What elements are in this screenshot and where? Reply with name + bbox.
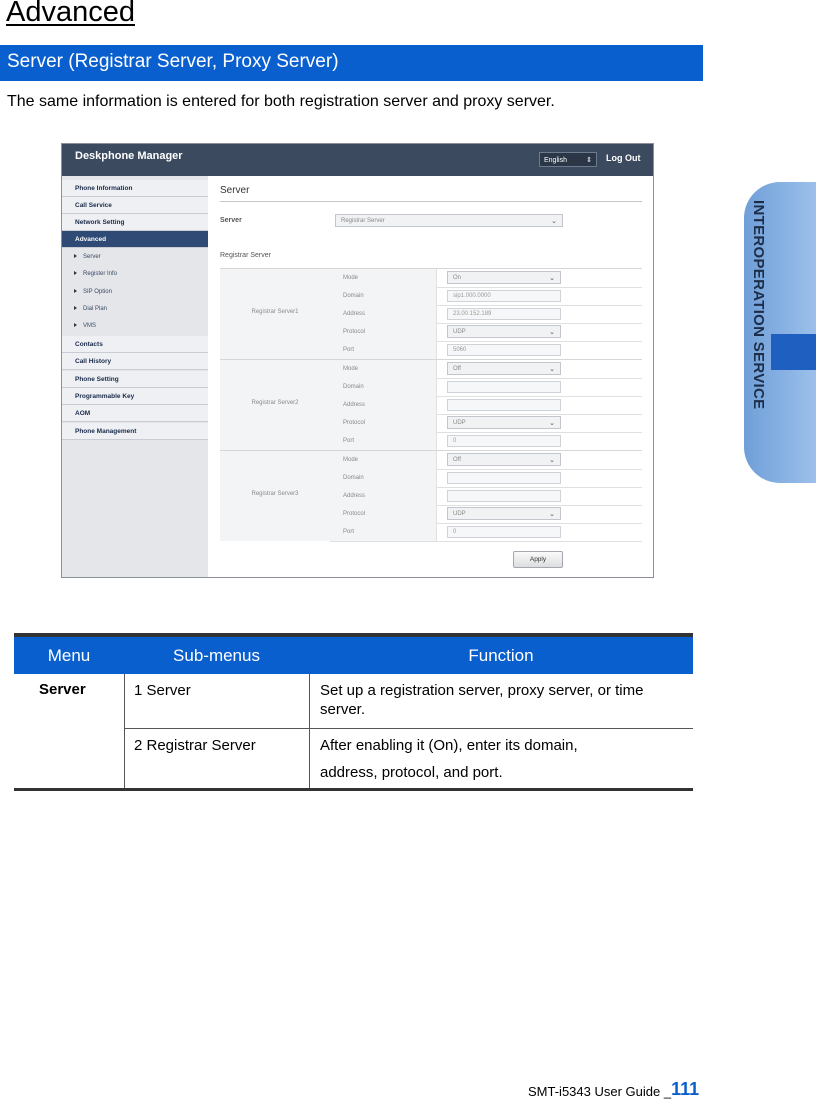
field-label: Protocol	[330, 323, 437, 341]
language-value: English	[544, 157, 567, 164]
domain-input[interactable]	[447, 472, 561, 484]
arrow-icon	[74, 323, 77, 327]
domain-input[interactable]: sip1.000.0000	[447, 290, 561, 302]
menu-phone-setting[interactable]: Phone Setting	[62, 371, 208, 388]
function-cell: After enabling it (On), enter its domain,	[320, 737, 578, 754]
header-function: Function	[468, 646, 534, 665]
address-row	[330, 487, 642, 506]
submenu-label: SIP Option	[83, 289, 112, 295]
field-label: Address	[330, 396, 437, 414]
submenu-label: Dial Plan	[83, 306, 108, 312]
app-main	[208, 176, 653, 578]
group-name: Registrar Server1	[251, 309, 299, 315]
side-tab-accent	[771, 334, 816, 370]
field-label: Port	[330, 523, 437, 541]
page-number: 111	[671, 1079, 700, 1099]
arrow-icon	[74, 289, 77, 293]
protocol-select[interactable]	[447, 325, 561, 338]
divider	[220, 201, 642, 202]
server-label: Server	[220, 217, 242, 224]
updown-icon: ⇕	[586, 157, 592, 164]
field-label: Mode	[330, 360, 437, 378]
header-menu: Menu	[47, 646, 91, 665]
chevron-down-icon: ⌄	[549, 511, 555, 518]
submenu-server[interactable]	[74, 251, 101, 263]
address-input[interactable]	[447, 490, 561, 502]
protocol-row	[330, 414, 642, 433]
mode-value: Off	[453, 457, 461, 463]
arrow-icon	[74, 306, 77, 310]
group-name: Registrar Server3	[251, 491, 299, 497]
field-label: Domain	[330, 469, 437, 487]
port-input[interactable]: 0	[447, 526, 561, 538]
domain-input[interactable]	[447, 381, 561, 393]
embedded-screenshot	[61, 143, 654, 578]
submenu-label: Register Info	[83, 271, 118, 277]
submenu-sip-option[interactable]	[74, 286, 112, 298]
submenu-label: Server	[83, 254, 101, 260]
app-header	[62, 144, 653, 176]
protocol-value: UDP	[453, 329, 466, 335]
arrow-icon	[74, 254, 77, 258]
field-label: Domain	[330, 378, 437, 396]
function-cell-cont: address, protocol, and port.	[320, 764, 503, 781]
field-label: Protocol	[330, 505, 437, 523]
apply-button[interactable]: Apply	[513, 551, 563, 568]
address-row	[330, 305, 642, 324]
field-label: Address	[330, 487, 437, 505]
protocol-select[interactable]	[447, 416, 561, 429]
registrar-group-1	[220, 268, 642, 359]
submenu-register-info[interactable]	[74, 268, 117, 280]
function-cell-cont: server.	[320, 701, 366, 718]
port-row	[330, 341, 642, 360]
protocol-row	[330, 505, 642, 524]
mode-value: Off	[453, 366, 461, 372]
protocol-value: UDP	[453, 511, 466, 517]
menu-advanced[interactable]: Advanced	[62, 231, 208, 248]
side-tab-text: INTEROPERATION SERVICE	[750, 200, 767, 410]
domain-row	[330, 378, 642, 397]
menu-phone-management[interactable]: Phone Management	[62, 423, 208, 440]
submenu-label: VMS	[83, 323, 97, 329]
mode-value: On	[453, 275, 462, 281]
port-input[interactable]: 5060	[447, 344, 561, 356]
registrar-group-2	[220, 359, 642, 450]
chevron-down-icon: ⌄	[549, 457, 555, 464]
domain-row	[330, 469, 642, 488]
field-label: Domain	[330, 287, 437, 305]
table-bottom-rule	[14, 788, 693, 791]
logout-button[interactable]: Log Out	[606, 153, 641, 163]
menu-programmable-key[interactable]: Programmable Key	[62, 388, 208, 405]
address-row	[330, 396, 642, 415]
port-row	[330, 523, 642, 542]
address-input[interactable]: 23.00.152.189	[447, 308, 561, 320]
mode-select[interactable]	[447, 453, 561, 466]
port-row	[330, 432, 642, 451]
mode-row	[330, 269, 642, 288]
section-heading: Server (Registrar Server, Proxy Server)	[0, 45, 703, 81]
menu-cell: Server	[39, 681, 86, 698]
group-name: Registrar Server2	[251, 400, 299, 406]
menu-call-history[interactable]: Call History	[62, 353, 208, 370]
field-label: Address	[330, 305, 437, 323]
field-label: Port	[330, 341, 437, 359]
protocol-row	[330, 323, 642, 342]
table-header	[14, 637, 693, 674]
mode-select[interactable]	[447, 362, 561, 375]
page-footer	[528, 1080, 699, 1101]
arrow-icon	[74, 271, 77, 275]
mode-row	[330, 451, 642, 470]
field-label: Mode	[330, 451, 437, 469]
mode-row	[330, 360, 642, 379]
registrar-group-3	[220, 450, 642, 541]
chevron-down-icon: ⌄	[551, 218, 557, 225]
intro-text: The same information is entered for both registration server and proxy server.	[7, 93, 555, 110]
server-select[interactable]	[335, 214, 563, 227]
port-input[interactable]: 0	[447, 435, 561, 447]
submenu-cell: 1 Server	[134, 682, 191, 699]
menu-call-service[interactable]: Call Service	[62, 197, 208, 214]
address-input[interactable]	[447, 399, 561, 411]
submenu-dial-plan[interactable]	[74, 303, 107, 315]
field-label: Mode	[330, 269, 437, 287]
column-divider	[309, 674, 310, 788]
main-title: Server	[220, 185, 250, 196]
app-sidebar	[62, 176, 208, 578]
menu-aom[interactable]: AOM	[62, 405, 208, 422]
menu-network-setting[interactable]: Network Setting	[62, 214, 208, 231]
field-label: Protocol	[330, 414, 437, 432]
menu-contacts[interactable]: Contacts	[62, 336, 208, 353]
registrar-heading: Registrar Server	[220, 252, 271, 259]
chevron-down-icon: ⌄	[549, 275, 555, 282]
app-title: Deskphone Manager	[75, 150, 183, 162]
submenu-cell: 2 Registrar Server	[134, 737, 256, 754]
mode-select[interactable]	[447, 271, 561, 284]
guide-label: SMT-i5343 User Guide _	[528, 1084, 672, 1099]
side-tab-label	[746, 196, 776, 446]
protocol-select[interactable]	[447, 507, 561, 520]
submenu-vms[interactable]	[74, 320, 96, 332]
row-divider	[124, 728, 693, 729]
column-divider	[124, 674, 125, 788]
table-body	[14, 674, 693, 788]
chevron-down-icon: ⌄	[549, 329, 555, 336]
menu-phone-information[interactable]: Phone Information	[62, 180, 208, 197]
domain-row	[330, 287, 642, 306]
chevron-down-icon: ⌄	[549, 420, 555, 427]
field-label: Port	[330, 432, 437, 450]
chevron-down-icon: ⌄	[549, 366, 555, 373]
server-select-value: Registrar Server	[341, 218, 385, 224]
function-cell: Set up a registration server, proxy server, or time	[320, 682, 644, 699]
language-select[interactable]	[539, 152, 597, 167]
page-title: Advanced	[6, 0, 135, 28]
protocol-value: UDP	[453, 420, 466, 426]
header-submenus: Sub-menus	[173, 646, 260, 665]
